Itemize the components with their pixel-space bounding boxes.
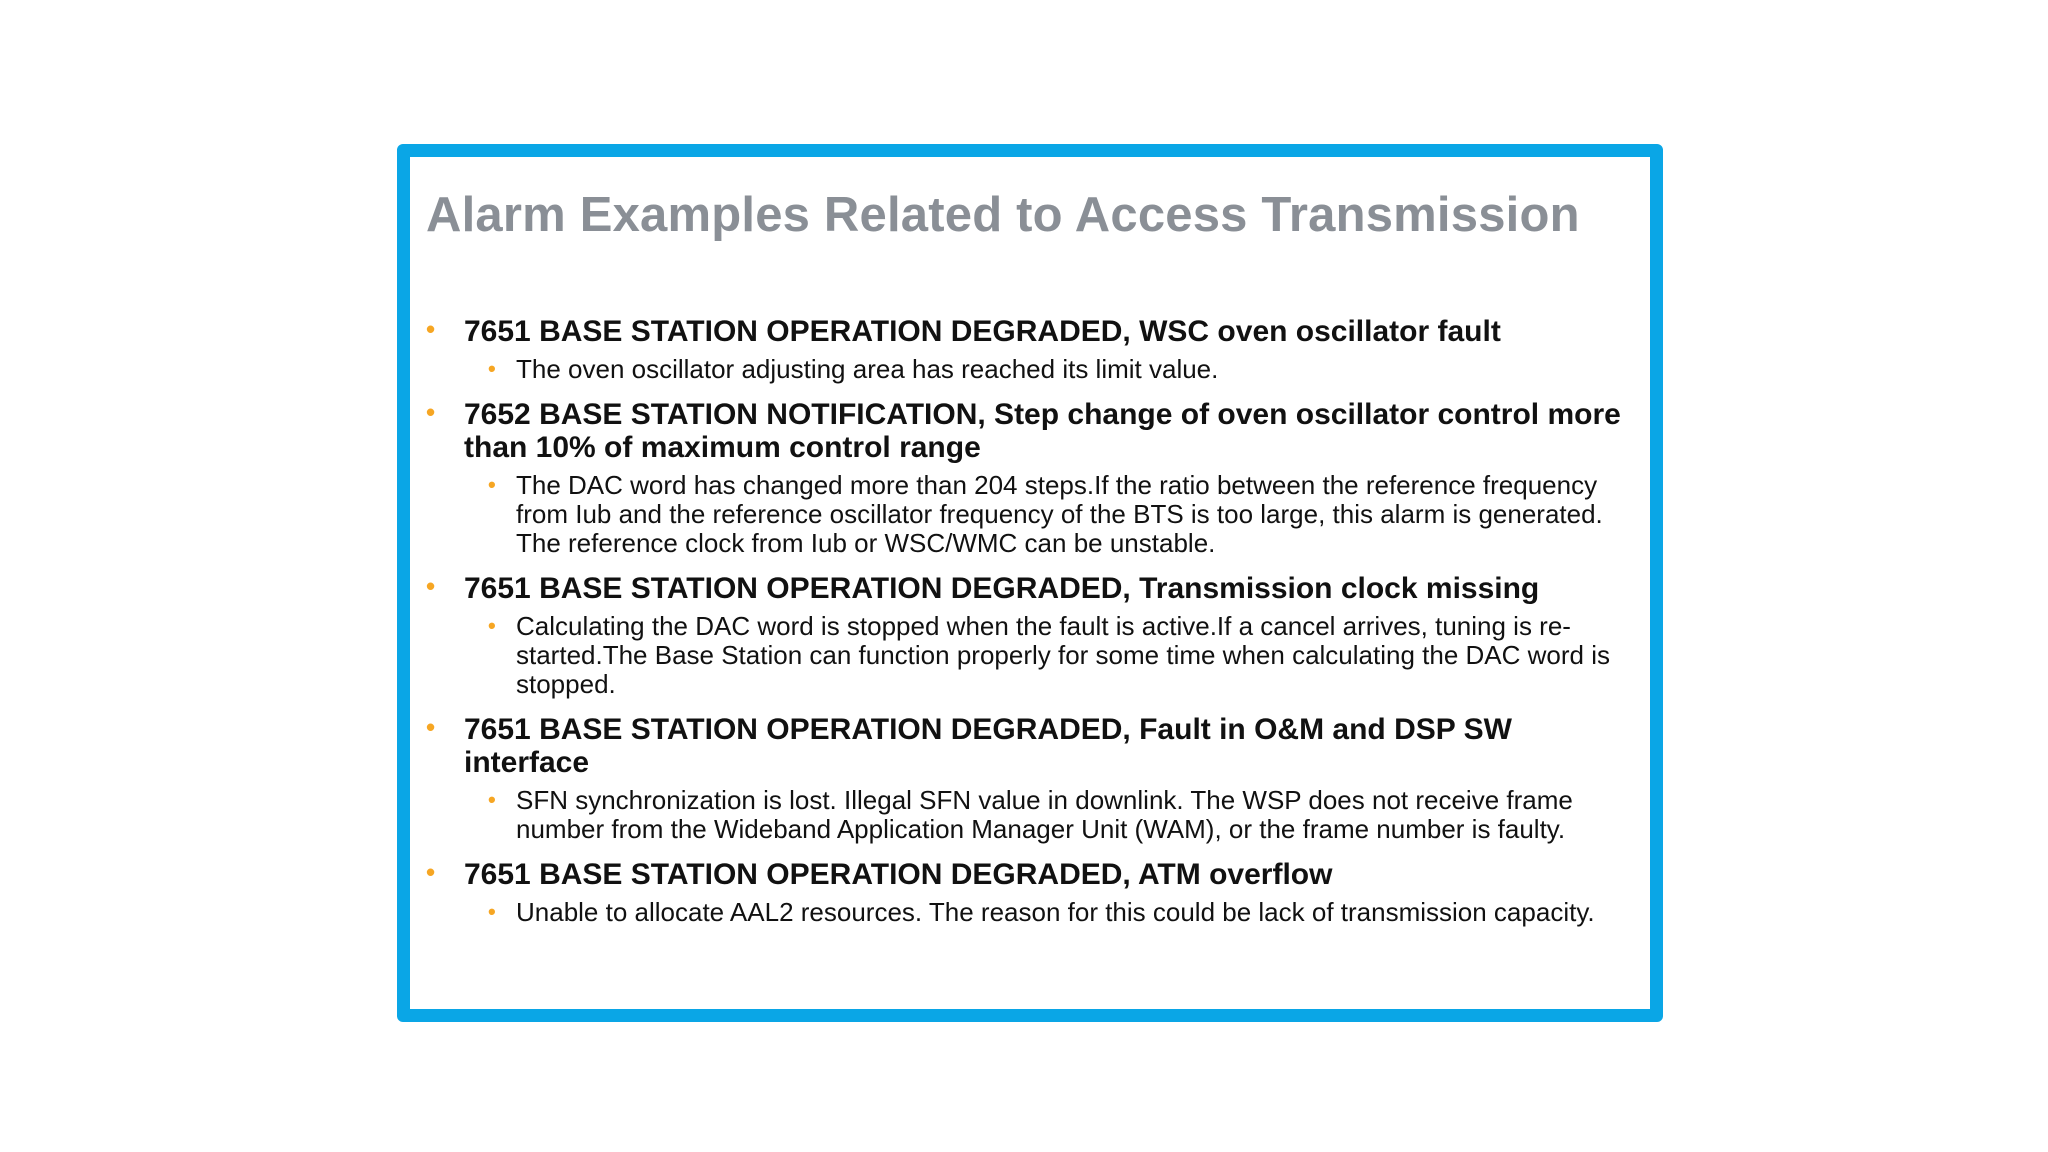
alarm-heading [426,858,1626,891]
alarm-detail-text: Unable to allocate AAL2 resources. The reason for this could be lack of transmission capacity. [516,897,1595,927]
alarm-detail-text: SFN synchronization is lost. Illegal SFN value in downlink. The WSP does not receive frame number from the Wideband Application Manager Unit (WAM), or the frame number is faulty. [516,785,1573,844]
alarm-detail-text: Calculating the DAC word is stopped when the fault is active.If a cancel arrives, tuning is re-started.The Base Station can function properly for some time when calculating the DAC word is stopped. [516,611,1610,699]
alarm-item [426,398,1626,558]
sub-bullet-dot-icon: • [488,356,496,381]
slide-frame [397,144,1663,1022]
bullet-dot-icon: • [426,857,436,887]
bullet-dot-icon: • [426,397,436,427]
alarm-item [426,858,1626,927]
alarm-heading-text: 7651 BASE STATION OPERATION DEGRADED, Fault in O&M and DSP SW interface [464,713,1512,779]
alarm-heading [426,713,1626,779]
alarm-detail-text: The DAC word has changed more than 204 steps.If the ratio between the reference frequency from Iub and the reference oscillator frequency of the BTS is too large, this alarm is generated. The reference clock from Iub or WSC/WMC can be unstable. [516,470,1603,558]
alarm-detail [426,355,1626,384]
alarm-item [426,713,1626,844]
alarm-heading-text: 7652 BASE STATION NOTIFICATION, Step change of oven oscillator control more than 10% of maximum control range [464,398,1621,464]
alarm-detail [426,471,1626,558]
slide-title: Alarm Examples Related to Access Transmission [426,188,1580,242]
alarm-detail-text: The oven oscillator adjusting area has reached its limit value. [516,354,1219,384]
alarm-heading [426,398,1626,464]
sub-bullet-dot-icon: • [488,472,496,497]
alarm-detail [426,612,1626,699]
alarm-detail [426,786,1626,844]
alarm-list [426,315,1626,941]
sub-bullet-dot-icon: • [488,787,496,812]
alarm-heading-text: 7651 BASE STATION OPERATION DEGRADED, Transmission clock missing [464,572,1540,605]
alarm-heading [426,572,1626,605]
alarm-heading-text: 7651 BASE STATION OPERATION DEGRADED, WSC oven oscillator fault [464,315,1501,348]
bullet-dot-icon: • [426,314,436,344]
bullet-dot-icon: • [426,571,436,601]
sub-bullet-dot-icon: • [488,899,496,924]
sub-bullet-dot-icon: • [488,613,496,638]
alarm-heading-text: 7651 BASE STATION OPERATION DEGRADED, ATM overflow [464,858,1333,891]
alarm-item [426,572,1626,699]
alarm-detail [426,898,1626,927]
bullet-dot-icon: • [426,712,436,742]
alarm-item [426,315,1626,384]
alarm-heading [426,315,1626,348]
